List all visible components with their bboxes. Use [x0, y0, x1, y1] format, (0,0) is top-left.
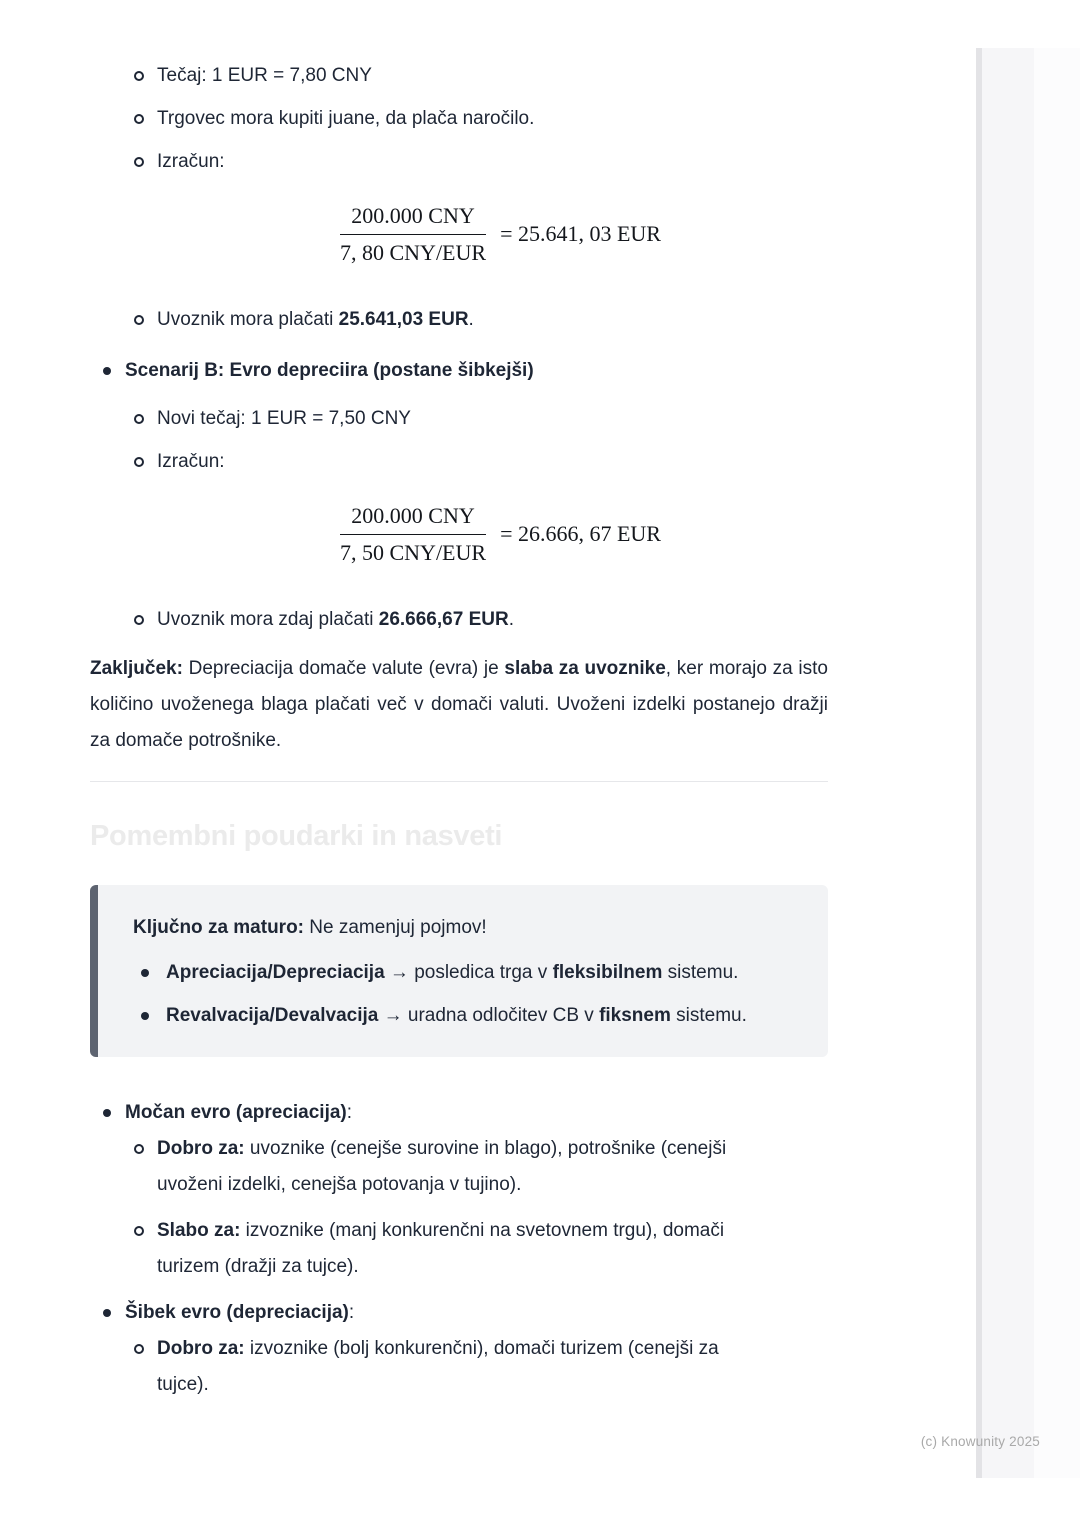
viewer-background-outer — [1034, 48, 1080, 1478]
bullet-circle-icon — [134, 414, 144, 424]
list-item — [90, 353, 828, 389]
bullet-circle-icon — [134, 157, 144, 167]
arrow-text: → uradna odločitev CB v — [378, 1005, 600, 1026]
fraction-denominator: 7, 80 CNY/EUR — [340, 234, 486, 267]
list-item-text: Izračun: — [157, 451, 225, 472]
scenario-a-sublist — [90, 58, 828, 180]
list-item-text: Trgovec mora kupiti juane, da plača naročilo. — [157, 108, 535, 129]
bullet-circle-icon — [134, 1144, 144, 1154]
formula-result: = 25.641, 03 EUR — [500, 221, 661, 247]
item-text: sistemu. — [662, 962, 739, 983]
term-bold: fleksibilnem — [552, 962, 663, 983]
callout-list — [133, 955, 798, 1034]
bullet-dot-icon — [103, 1309, 111, 1317]
scenario-a-result-list — [90, 302, 828, 338]
strong-euro-sublist — [90, 1131, 828, 1285]
formula-scenario-b — [340, 502, 828, 566]
conclusion-bold: slaba za uvoznike — [504, 658, 666, 679]
callout-lead-bold: Ključno za maturo: — [133, 917, 305, 938]
section-divider — [90, 781, 828, 782]
weak-euro-sublist — [90, 1331, 828, 1403]
page-edge-divider — [976, 48, 982, 1478]
item-text: uvoznike (cenejše surovine in blago), potrošnike (cenejši uvoženi izdelki, cenejša potovanja v tujino). — [157, 1138, 727, 1195]
colon: : — [348, 1302, 355, 1323]
item-text: sistemu. — [670, 1005, 747, 1026]
item-text: izvoznike (manj konkurenčni na svetovnem trgu), domači turizem (dražji za tujce). — [157, 1220, 725, 1277]
list-item-text: Izračun: — [157, 151, 225, 172]
bullet-circle-icon — [134, 1344, 144, 1354]
list-item — [90, 1295, 828, 1331]
bullet-circle-icon — [134, 1226, 144, 1236]
weak-euro-title: Šibek evro (depreciacija) — [125, 1302, 349, 1323]
list-item — [133, 955, 798, 991]
term-bold: Apreciacija/Depreciacija — [166, 962, 385, 983]
bullet-circle-icon — [134, 71, 144, 81]
label-bold: Dobro za: — [157, 1138, 245, 1159]
list-item — [90, 602, 828, 638]
strong-euro-heading-list — [90, 1095, 828, 1131]
list-item-text: Uvoznik mora zdaj plačati — [157, 609, 379, 630]
list-item — [90, 1095, 828, 1131]
list-item — [90, 302, 828, 338]
list-item — [90, 444, 828, 480]
period: . — [468, 309, 474, 330]
term-bold: Revalvacija/Devalvacija — [166, 1005, 379, 1026]
conclusion-text: , ker morajo za isto količino uvoženega blaga plačati več v domači valuti. Uvoženi izdelki postanejo dražji za domače potrošnike. — [90, 658, 829, 751]
amount-bold: 26.666,67 EUR — [378, 609, 509, 630]
fraction-denominator: 7, 50 CNY/EUR — [340, 534, 486, 567]
viewer-background — [982, 48, 1034, 1478]
watermark: (c) Knowunity 2025 — [920, 1434, 1040, 1449]
scenario-b-title: Scenarij B: Evro depreciira (postane šibkejši) — [125, 360, 534, 381]
bullet-dot-icon — [103, 367, 111, 375]
fraction — [340, 202, 486, 266]
callout-lead — [133, 910, 798, 946]
bullet-circle-icon — [134, 615, 144, 625]
list-item-text: Uvoznik mora plačati — [157, 309, 339, 330]
bullet-dot-icon — [141, 969, 149, 977]
conclusion-label: Zaključek: — [90, 658, 183, 679]
amount-bold: 25.641,03 EUR — [338, 309, 469, 330]
formula-scenario-a — [340, 202, 828, 266]
bullet-circle-icon — [134, 114, 144, 124]
fraction-numerator: 200.000 CNY — [351, 503, 475, 528]
strong-euro-title: Močan evro (apreciacija) — [125, 1102, 347, 1123]
list-item-text: Tečaj: 1 EUR = 7,80 CNY — [157, 65, 372, 86]
list-item — [90, 144, 828, 180]
list-item — [90, 101, 828, 137]
callout-lead-text: Ne zamenjuj pojmov! — [304, 917, 487, 938]
label-bold: Dobro za: — [157, 1338, 245, 1359]
formula-result: = 26.666, 67 EUR — [500, 521, 661, 547]
weak-euro-heading-list — [90, 1295, 828, 1331]
scenario-b-sublist — [90, 401, 828, 480]
list-item — [90, 1131, 746, 1203]
scenario-b-heading-list — [90, 353, 828, 389]
fraction — [340, 502, 486, 566]
colon: : — [346, 1102, 353, 1123]
list-item — [90, 401, 828, 437]
list-item — [90, 1213, 746, 1285]
arrow-text: → posledica trga v — [384, 962, 553, 983]
label-bold: Slabo za: — [157, 1220, 241, 1241]
list-item — [133, 998, 798, 1034]
section-heading-faded: Pomembni poudarki in nasveti — [90, 820, 503, 852]
fraction-numerator: 200.000 CNY — [351, 203, 475, 228]
list-item — [90, 58, 828, 94]
scenario-b-result-list — [90, 602, 828, 638]
conclusion-text: Depreciacija domače valute (evra) je — [182, 658, 505, 679]
bullet-circle-icon — [134, 315, 144, 325]
term-bold: fiksnem — [599, 1005, 671, 1026]
document-content — [90, 58, 828, 1413]
bullet-dot-icon — [141, 1012, 149, 1020]
list-item — [90, 1331, 746, 1403]
list-item-text: Novi tečaj: 1 EUR = 7,50 CNY — [157, 408, 411, 429]
conclusion-paragraph — [90, 651, 828, 759]
item-text: izvoznike (bolj konkurenčni), domači turizem (cenejši za tujce). — [157, 1338, 719, 1395]
period: . — [508, 609, 514, 630]
bullet-circle-icon — [134, 457, 144, 467]
exam-tip-callout — [90, 885, 828, 1057]
bullet-dot-icon — [103, 1109, 111, 1117]
